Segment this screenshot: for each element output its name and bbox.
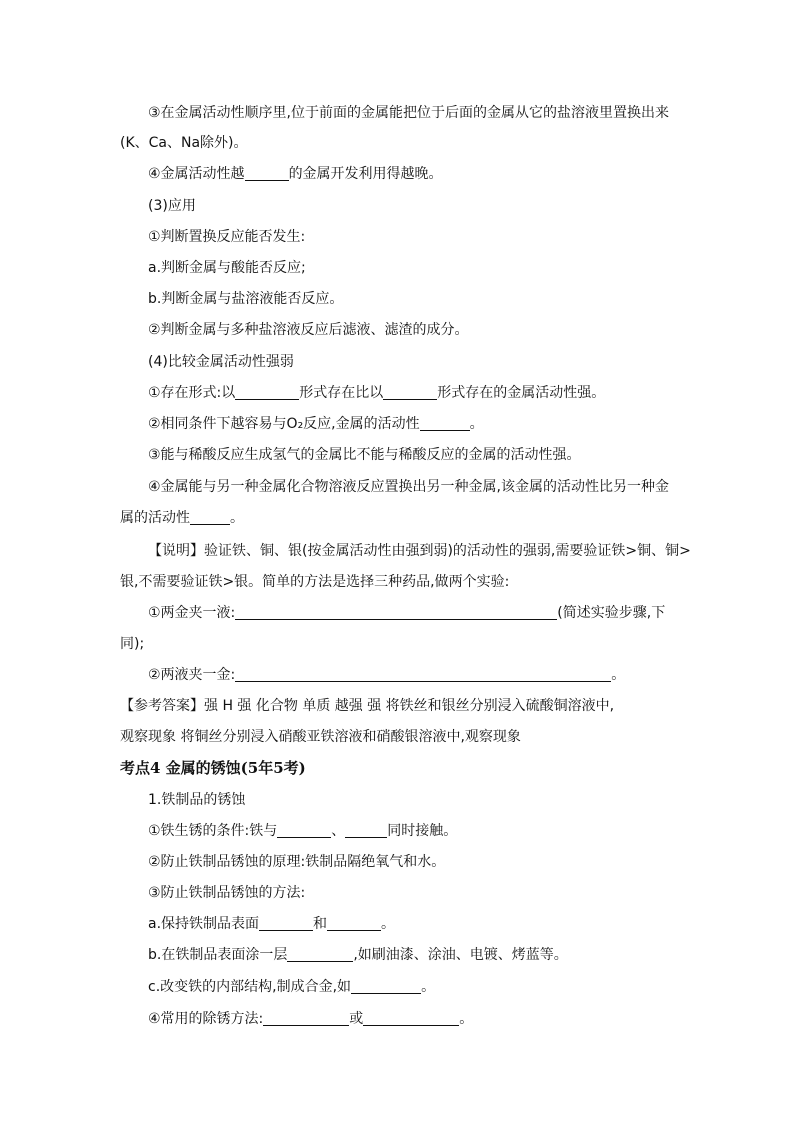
- text-line: [148, 883, 305, 903]
- line-text: 同时接触。: [387, 823, 458, 839]
- answer-blank: [287, 947, 353, 962]
- line-text: ②相同条件下越容易与O₂反应,金属的活动性: [148, 416, 420, 432]
- line-text: a.判断金属与酸能否反应;: [148, 260, 306, 276]
- text-line: [148, 103, 669, 123]
- line-text: ④金属活动性越: [148, 166, 245, 182]
- line-text: 形式存在比以: [299, 385, 384, 401]
- line-text: 考点4 金属的锈蚀(5年5考): [120, 759, 306, 777]
- line-text: 形式存在的金属活动性强。: [437, 385, 606, 401]
- line-text: ②防止铁制品锈蚀的原理:铁制品隔绝氧气和水。: [148, 854, 446, 870]
- line-text: 【说明】验证铁、铜、银(按金属活动性由强到弱)的活动性的强弱,需要验证铁>铜、铜>: [148, 543, 691, 559]
- line-text: 或: [349, 1011, 364, 1027]
- fill-blank-line: [148, 383, 605, 403]
- line-text: (K、Ca、Na除外)。: [120, 135, 248, 151]
- line-text: ①存在形式:以: [148, 385, 236, 401]
- answer-blank: [363, 1011, 459, 1026]
- line-text: 同);: [120, 636, 145, 652]
- answer-blank: [345, 823, 387, 838]
- topic-heading: [120, 758, 306, 778]
- line-text: c.改变铁的内部结构,制成合金,如: [148, 979, 352, 995]
- text-line: [120, 133, 248, 153]
- text-line: [148, 445, 581, 465]
- line-text: 。: [381, 916, 396, 932]
- answer-blank: [383, 385, 437, 400]
- fill-blank-line: [148, 945, 568, 965]
- fill-blank-line: [148, 914, 395, 934]
- answer-blank: [327, 916, 381, 931]
- answer-blank: [351, 979, 421, 994]
- fill-blank-line: [148, 603, 665, 623]
- answer-blank: [259, 916, 313, 931]
- line-text: a.保持铁制品表面: [148, 916, 260, 932]
- answer-key-line: [120, 696, 614, 716]
- answer-blank: [235, 605, 557, 620]
- fill-blank-line: [148, 977, 435, 997]
- line-text: ①两金夹一液:: [148, 605, 236, 621]
- fill-blank-line: [148, 1009, 473, 1029]
- answer-blank: [420, 416, 470, 431]
- text-line: [120, 572, 509, 592]
- line-text: 和: [313, 916, 328, 932]
- line-text: 【参考答案】强 H 强 化合物 单质 越强 强 将铁丝和银丝分别浸入硫酸铜溶液中,: [120, 698, 615, 714]
- answer-blank: [245, 166, 289, 181]
- answer-blank: [263, 1011, 349, 1026]
- text-line: [148, 227, 305, 247]
- text-line: [148, 258, 306, 278]
- fill-blank-line: [148, 164, 443, 184]
- line-text: ②判断金属与多种盐溶液反应后滤液、滤渣的成分。: [148, 322, 469, 338]
- answer-blank: [190, 510, 230, 525]
- line-text: ,如刷油漆、涂油、电镀、烤蓝等。: [353, 947, 568, 963]
- line-text: 的金属开发利用得越晚。: [288, 166, 443, 182]
- line-text: ①判断置换反应能否发生:: [148, 229, 306, 245]
- line-text: b.判断金属与盐溶液能否反应。: [148, 291, 344, 307]
- line-text: 属的活动性: [120, 510, 190, 526]
- line-text: (4)比较金属活动性强弱: [148, 354, 294, 370]
- text-line: [148, 477, 669, 497]
- line-text: 、: [331, 823, 346, 839]
- line-text: ③防止铁制品锈蚀的方法:: [148, 885, 306, 901]
- text-line: [148, 320, 469, 340]
- line-text: ③能与稀酸反应生成氢气的金属比不能与稀酸反应的金属的活动性强。: [148, 447, 581, 463]
- line-text: ③在金属活动性顺序里,位于前面的金属能把位于后面的金属从它的盐溶液里置换出来: [148, 105, 669, 121]
- line-text: ④金属能与另一种金属化合物溶液反应置换出另一种金属,该金属的活动性比另一种金: [148, 479, 669, 495]
- line-text: b.在铁制品表面涂一层: [148, 947, 288, 963]
- text-line: [120, 634, 144, 654]
- line-text: ④常用的除锈方法:: [148, 1011, 264, 1027]
- line-text: 。: [611, 667, 626, 683]
- answer-blank: [277, 823, 331, 838]
- line-text: 观察现象 将铜丝分别浸入硝酸亚铁溶液和硝酸银溶液中,观察现象: [120, 729, 521, 745]
- line-text: 。: [459, 1011, 474, 1027]
- section-heading: [148, 352, 294, 372]
- line-text: (3)应用: [148, 198, 196, 214]
- fill-blank-line: [148, 821, 457, 841]
- line-text: 银,不需要验证铁>银。简单的方法是选择三种药品,做两个实验:: [120, 574, 510, 590]
- line-text: (简述实验步骤,下: [557, 605, 666, 621]
- fill-blank-line: [148, 665, 625, 685]
- answer-key-line: [120, 727, 521, 747]
- line-text: ②两液夹一金:: [148, 667, 236, 683]
- line-text: ①铁生锈的条件:铁与: [148, 823, 278, 839]
- text-line: [148, 541, 691, 561]
- line-text: 1.铁制品的锈蚀: [148, 792, 246, 808]
- line-text: 。: [230, 510, 244, 526]
- line-text: 。: [469, 416, 484, 432]
- text-line: [148, 852, 445, 872]
- line-text: 。: [421, 979, 436, 995]
- section-heading: [148, 790, 245, 810]
- section-heading: [148, 196, 196, 216]
- answer-blank: [235, 385, 299, 400]
- answer-blank: [235, 667, 611, 682]
- fill-blank-line: [148, 414, 484, 434]
- fill-blank-line: [120, 508, 244, 528]
- text-line: [148, 289, 343, 309]
